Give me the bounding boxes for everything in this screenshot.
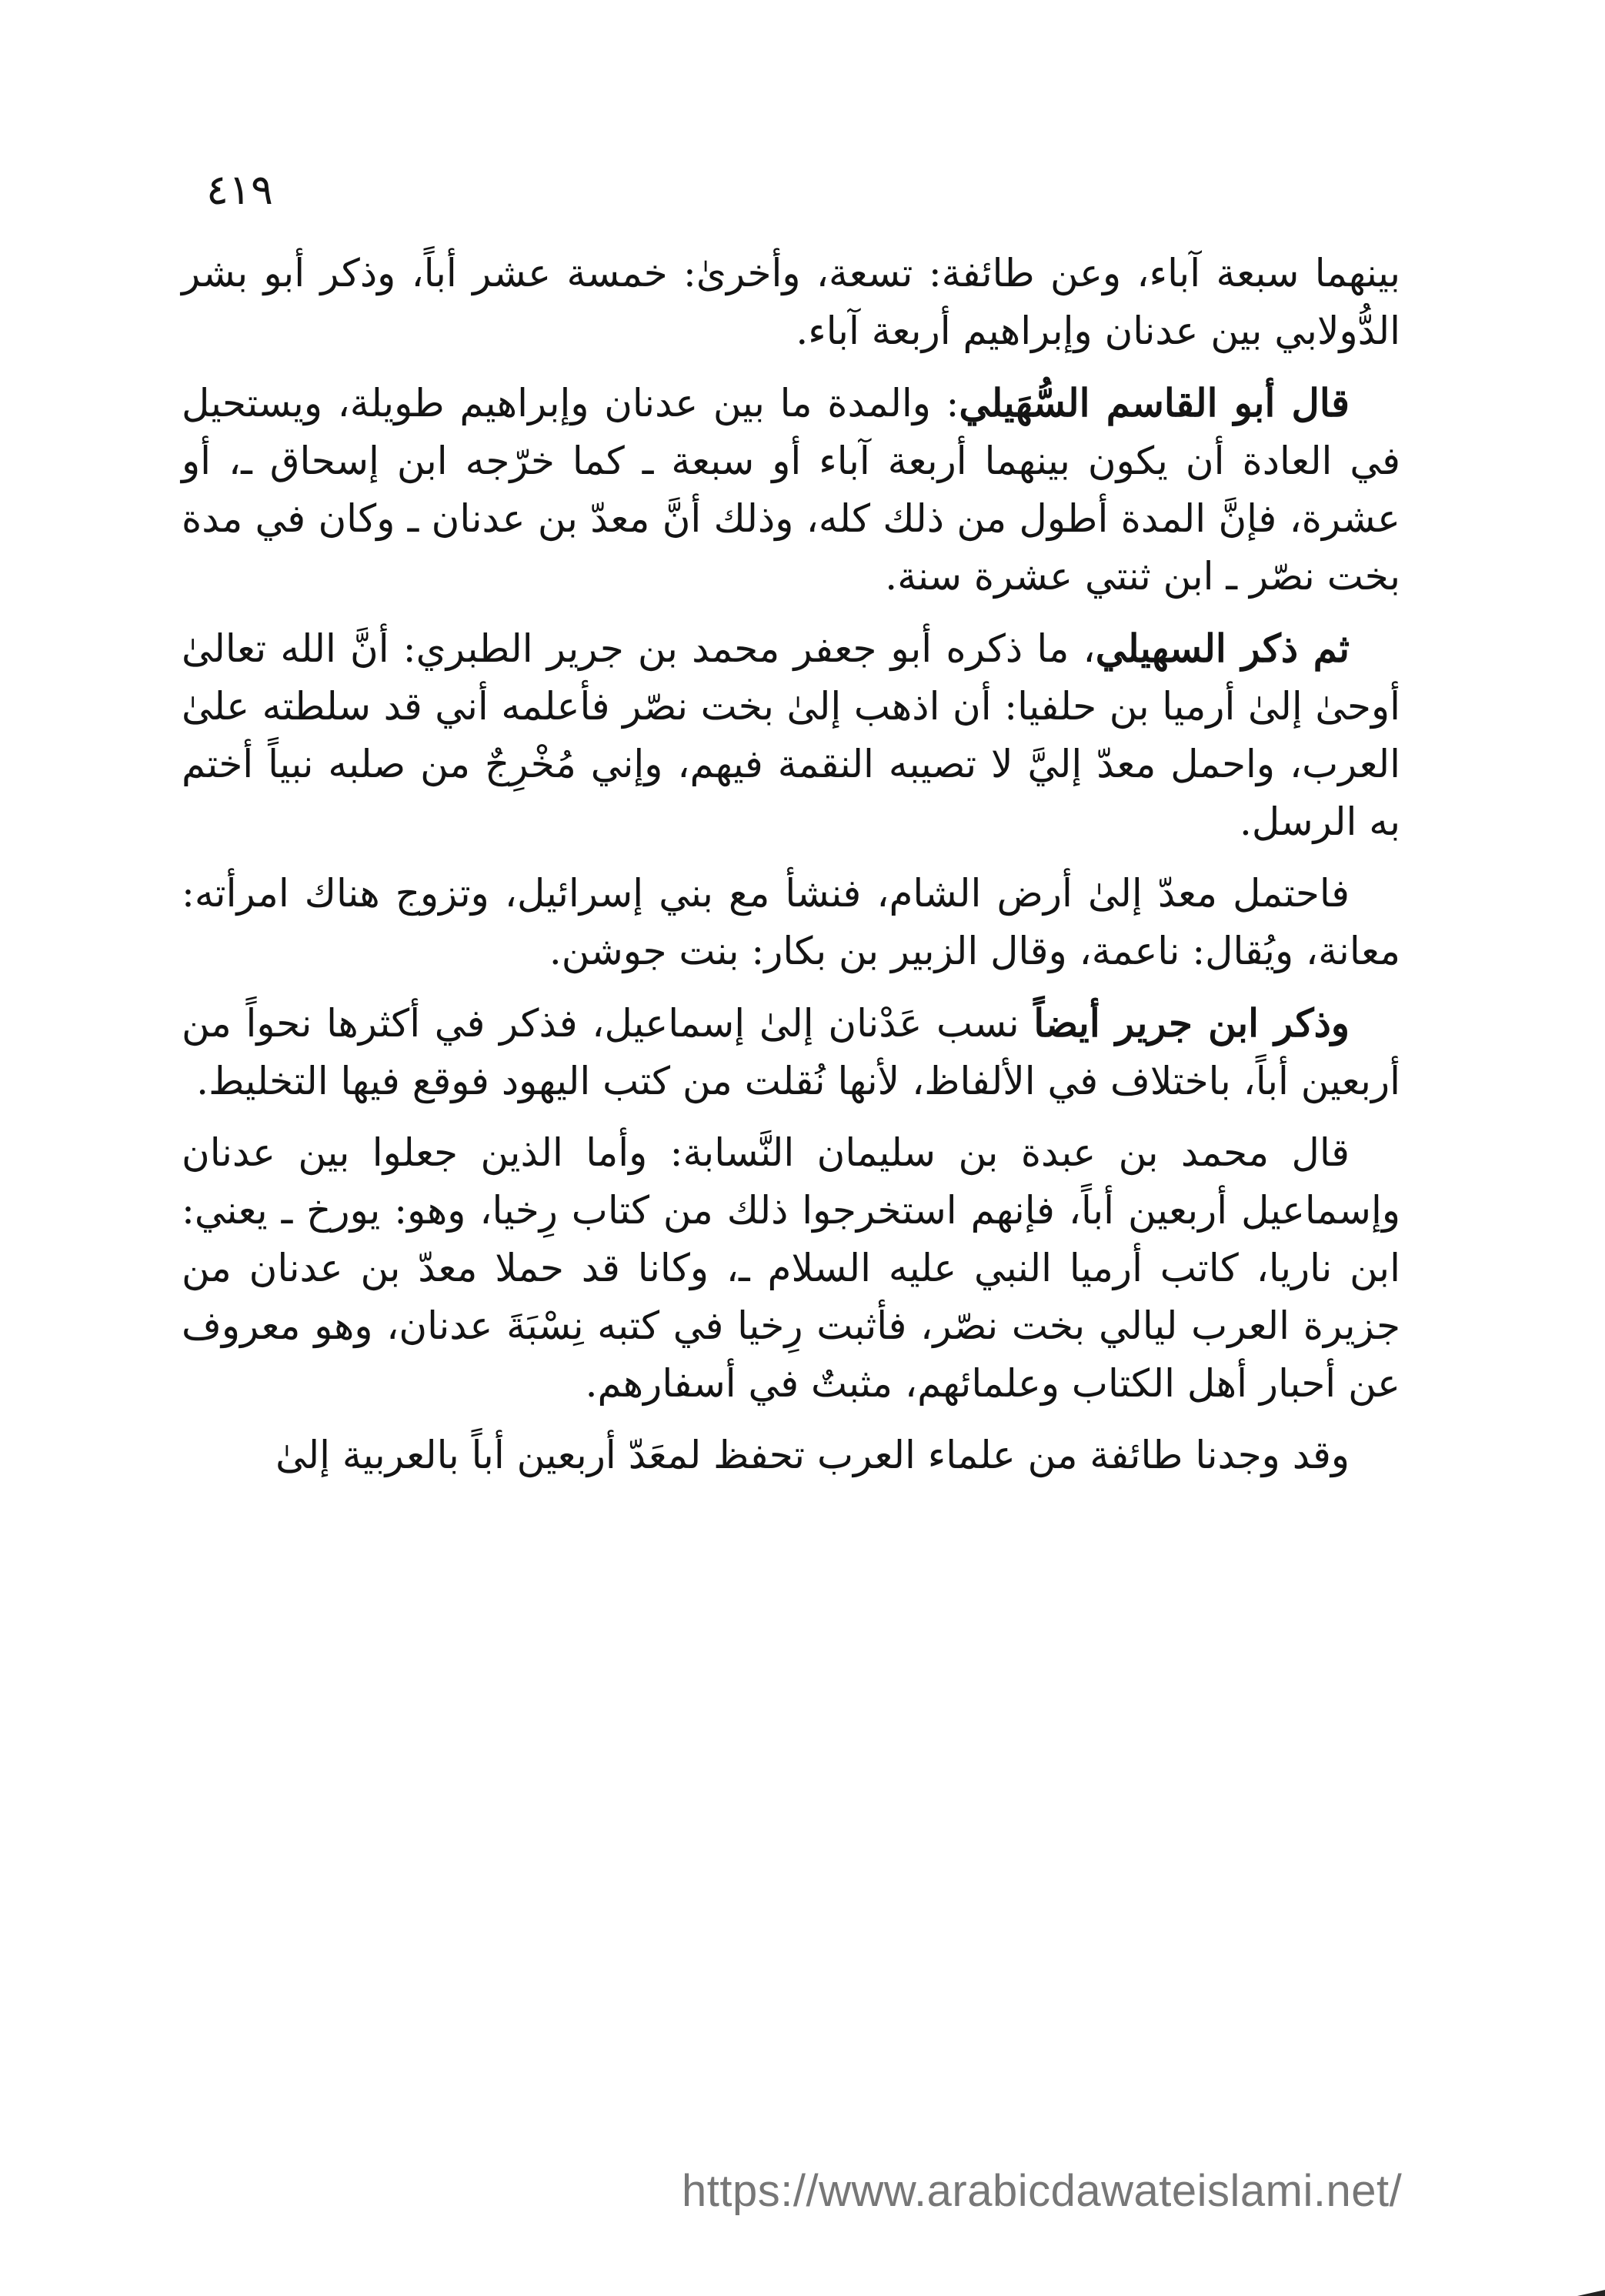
corner-mark: [1577, 2288, 1605, 2296]
paragraph-2: [182, 374, 1400, 606]
paragraph-text: : والمدة ما بين عدنان وإبراهيم طويلة، ويستحيل في العادة أن يكون بينهما أربعة آباء أو سبعة ـ كما خرّجه ابن إسحاق ـ، أو عشرة، فإنَّ المدة أطول من ذلك كله، وذلك أنَّ معدّ بن عدنان ـ وكان في مدة بخت نصّر ـ ابن ثنتي عشرة سنة.: [182, 381, 1400, 599]
paragraph-text: بينهما سبعة آباء، وعن طائفة: تسعة، وأخرىٰ: خمسة عشر أباً، وذكر أبو بشر الدُّولابي بين عدنان وإبراهيم أربعة آباء.: [182, 251, 1400, 353]
page-body: [182, 245, 1400, 1498]
paragraph-7: [182, 1427, 1400, 1484]
paragraph-text: نسب عَدْنان إلىٰ إسماعيل، فذكر في أكثرها نحواً من أربعين أباً، باختلاف في الألفاظ، لأنها نُقلت من كتب اليهود فوقع فيها التخليط.: [182, 1001, 1400, 1103]
page-number: ٤١٩: [206, 165, 274, 214]
paragraph-text: قال محمد بن عبدة بن سليمان النَّسابة: وأما الذين جعلوا بين عدنان وإسماعيل أربعين أباً، فإنهم استخرجوا ذلك من كتاب رِخيا، وهو: يورخ ـ يعني: ابن ناريا، كاتب أرميا النبي عليه السلام ـ، وكانا قد حملا معدّ بن عدنان من جزيرة العرب ليالي بخت نصّر، فأثبت رِخيا في كتبه نِسْبَةَ عدنان، وهو معروف عن أحبار أهل الكتاب وعلمائهم، مثبتٌ في أسفارهم.: [182, 1130, 1400, 1406]
paragraph-5: [182, 994, 1400, 1110]
paragraph-text: وقد وجدنا طائفة من علماء العرب تحفظ لمعَدّ أربعين أباً بالعربية إلىٰ: [275, 1433, 1350, 1477]
paragraph-lead: ثم ذكر السهيلي: [1095, 626, 1350, 671]
paragraph-lead: وذكر ابن جرير أيضاً: [1033, 1000, 1350, 1046]
paragraph-text: فاحتمل معدّ إلىٰ أرض الشام، فنشأ مع بني إسرائيل، وتزوج هناك امرأته: معانة، ويُقال: ناعمة، وقال الزبير بن بكار: بنت جوشن.: [182, 871, 1400, 973]
paragraph-lead: قال أبو القاسم السُّهَيلي: [959, 380, 1350, 425]
paragraph-6: [182, 1124, 1400, 1413]
paragraph-text: ، ما ذكره أبو جعفر محمد بن جرير الطبري: أنَّ الله تعالىٰ أوحىٰ إلىٰ أرميا بن حلفيا: أن اذهب إلىٰ بخت نصّر فأعلمه أني قد سلطته علىٰ العرب، واحمل معدّ إليَّ لا تصيبه النقمة فيهم، وإني مُخْرِجٌ من صلبه نبياً أختم به الرسل.: [182, 626, 1400, 844]
paragraph-1: [182, 245, 1400, 360]
paragraph-3: [182, 619, 1400, 851]
website-watermark: https://www.arabicdawateislami.net/: [682, 2166, 1403, 2216]
paragraph-4: [182, 865, 1400, 980]
